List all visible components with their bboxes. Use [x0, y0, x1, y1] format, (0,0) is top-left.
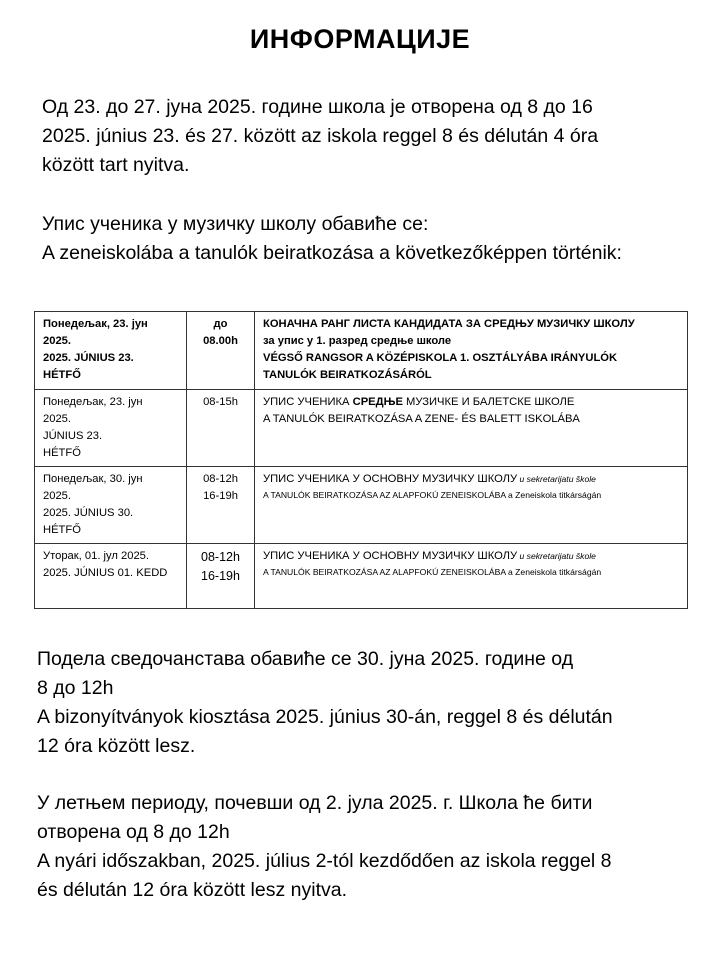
description-cell [255, 467, 688, 544]
date-line: Уторак, 01. јул 2025. [43, 550, 150, 562]
date-cell [35, 390, 187, 467]
table-row [35, 544, 688, 609]
date-cell [35, 312, 187, 390]
time-line: 08-12h [201, 550, 240, 564]
page-title: ИНФОРМАЦИЈЕ [249, 24, 471, 54]
date-cell [35, 467, 187, 544]
date-line: 2025. JÚNIUS 30. [43, 507, 134, 519]
description-line: VÉGSŐ RANGSOR A KÖZÉPISKOLA 1. OSZTÁLYÁBA IRÁNYULÓK [263, 352, 618, 364]
table-row [35, 467, 688, 544]
paragraph-line: У летњем периоду, почевши од 2. јула 2025. г. Школа ће бити [37, 792, 593, 814]
description-line: КОНАЧНА РАНГ ЛИСТА КАНДИДАТА ЗА СРЕДЊУ МУЗИЧКУ ШКОЛУ [263, 318, 635, 330]
date-line: HÉTFŐ [43, 524, 81, 536]
description-line [263, 548, 679, 565]
time-line: до [213, 318, 228, 330]
paragraph-line: 8 до 12h [37, 677, 114, 699]
description-line: A TANULÓK BEIRATKOZÁSA AZ ALAPFOKÚ ZENEISKOLÁBA a Zeneiskola titkárságán [263, 490, 602, 500]
description-emphasis: СРЕДЊЕ [352, 396, 403, 408]
description-line: A TANULÓK BEIRATKOZÁSA A ZENE- ÉS BALETT ISKOLÁBA [263, 413, 580, 425]
description-text: УПИС УЧЕНИКА У ОСНОВНУ МУЗИЧКУ ШКОЛУ [263, 550, 518, 562]
description-cell [255, 544, 688, 609]
description-cell [255, 390, 688, 467]
description-note: u sekretarijatu škole [517, 474, 596, 484]
paragraph-line: 12 óra között lesz. [37, 735, 196, 757]
paragraph-line: Од 23. до 27. јуна 2025. године школа је отворена од 8 до 16 [42, 96, 593, 118]
date-line: Понедељак, 30. јун [43, 473, 143, 485]
enrollment-schedule-table [34, 311, 688, 609]
description-line: A TANULÓK BEIRATKOZÁSA AZ ALAPFOKÚ ZENEISKOLÁBA a Zeneiskola titkárságán [263, 567, 602, 577]
description-line [263, 394, 679, 411]
time-line: 08.00h [203, 335, 238, 347]
time-line: 16-19h [203, 490, 238, 502]
time-cell [187, 390, 255, 467]
description-note: u sekretarijatu škole [517, 551, 596, 561]
description-line: TANULÓK BEIRATKOZÁSÁRÓL [263, 369, 432, 381]
opening-hours-paragraph [42, 93, 598, 180]
paragraph-line: A nyári időszakban, 2025. július 2-tól kezdődően az iskola reggel 8 [37, 850, 612, 872]
table-row [35, 312, 688, 390]
paragraph-line: 2025. június 23. és 27. között az iskola reggel 8 és délután 4 óra [42, 125, 599, 147]
paragraph-line: A zeneiskolába a tanulók beiratkozása a következőképpen történik: [42, 242, 622, 264]
time-cell [187, 544, 255, 609]
date-line: 2025. JÚNIUS 23. [43, 352, 134, 364]
date-line: 2025. [43, 413, 71, 425]
date-line: 2025. [43, 490, 71, 502]
time-line: 08-12h [203, 473, 238, 485]
time-line: 16-19h [201, 569, 240, 583]
paragraph-line: és délután 12 óra között lesz nyitva. [37, 879, 348, 901]
date-line: Понедељак, 23. јун [43, 318, 148, 330]
date-cell [35, 544, 187, 609]
date-line: Понедељак, 23. јун [43, 396, 143, 408]
paragraph-line: Упис ученика у музичку школу обавиће се: [42, 213, 429, 235]
certificates-paragraph [37, 645, 613, 761]
table-row [35, 390, 688, 467]
description-text: УПИС УЧЕНИКА У ОСНОВНУ МУЗИЧКУ ШКОЛУ [263, 473, 518, 485]
enrollment-intro-paragraph [42, 210, 622, 268]
date-line: HÉTFŐ [43, 447, 81, 459]
description-line [263, 471, 679, 488]
time-cell [187, 467, 255, 544]
date-line: 2025. JÚNIUS 01. KEDD [43, 567, 168, 579]
paragraph-line: отворена од 8 до 12h [37, 821, 230, 843]
date-line: 2025. [43, 335, 71, 347]
description-line: за упис у 1. разред средње школе [263, 335, 452, 347]
date-line: HÉTFŐ [43, 369, 81, 381]
paragraph-line: Подела сведочанстава обавиће се 30. јуна 2025. године од [37, 648, 574, 670]
description-text: МУЗИЧКЕ И БАЛЕТСКЕ ШКОЛЕ [402, 396, 575, 408]
date-line: JÚNIUS 23. [43, 430, 103, 442]
description-text: УПИС УЧЕНИКА [263, 396, 353, 408]
paragraph-line: A bizonyítványok kiosztása 2025. június 30-án, reggel 8 és délután [37, 706, 613, 728]
description-cell [255, 312, 688, 390]
paragraph-line: között tart nyitva. [42, 154, 190, 176]
time-cell [187, 312, 255, 390]
summer-hours-paragraph [37, 789, 612, 905]
time-line: 08-15h [203, 396, 238, 408]
